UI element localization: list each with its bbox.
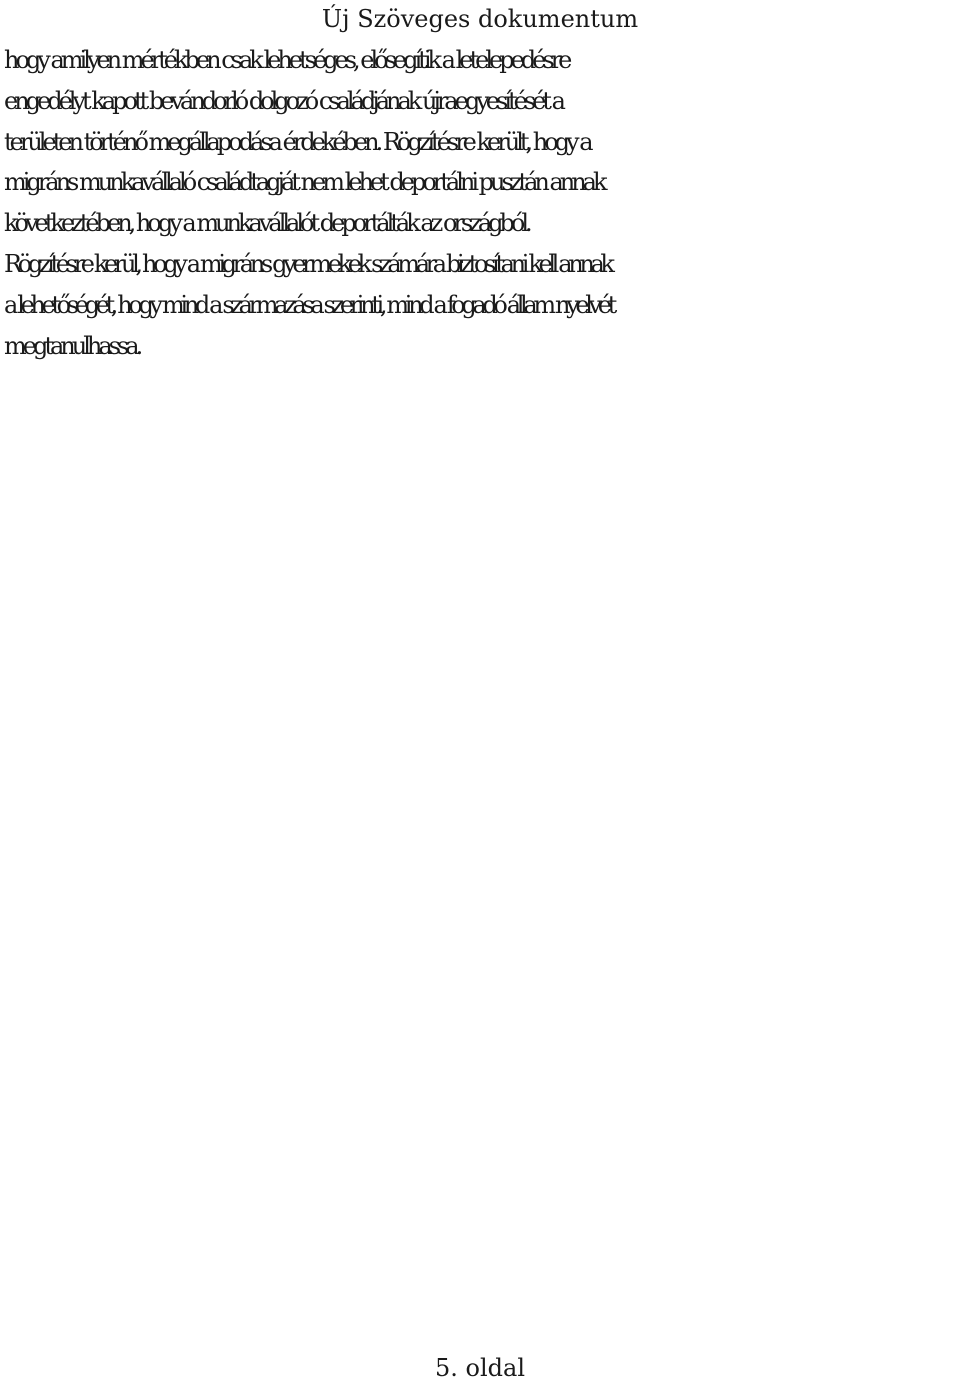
text-line-2: engedélyt kapott bevándorló dolgozó családjának újraegyesítését a <box>4 86 562 115</box>
text-line-1: hogy amilyen mértékben csak lehetséges, elősegítik a letelepedésre <box>4 46 569 74</box>
text-line-5: következtében, hogy a munkavállalót deportálták az országból. <box>4 209 529 238</box>
document-body <box>4 40 960 366</box>
page-number: 5. oldal <box>435 1354 525 1382</box>
text-line-7: a lehetőségét, hogy mind a származása szerinti, mind a fogadó állam nyelvét <box>4 290 613 319</box>
text-line-4: migráns munkavállaló családtagját nem lehet deportálni pusztán annak <box>4 168 604 197</box>
text-line-8: megtanulhassa. <box>4 331 140 360</box>
document-title: Új Szöveges dokumentum <box>321 5 639 33</box>
text-line-6: Rögzítésre kerül, hogy a migráns gyermekek számára biztosítani kell annak <box>4 249 611 278</box>
text-line-3: területen történő megállapodása érdekében. Rögzítésre került, hogy a <box>4 127 590 156</box>
